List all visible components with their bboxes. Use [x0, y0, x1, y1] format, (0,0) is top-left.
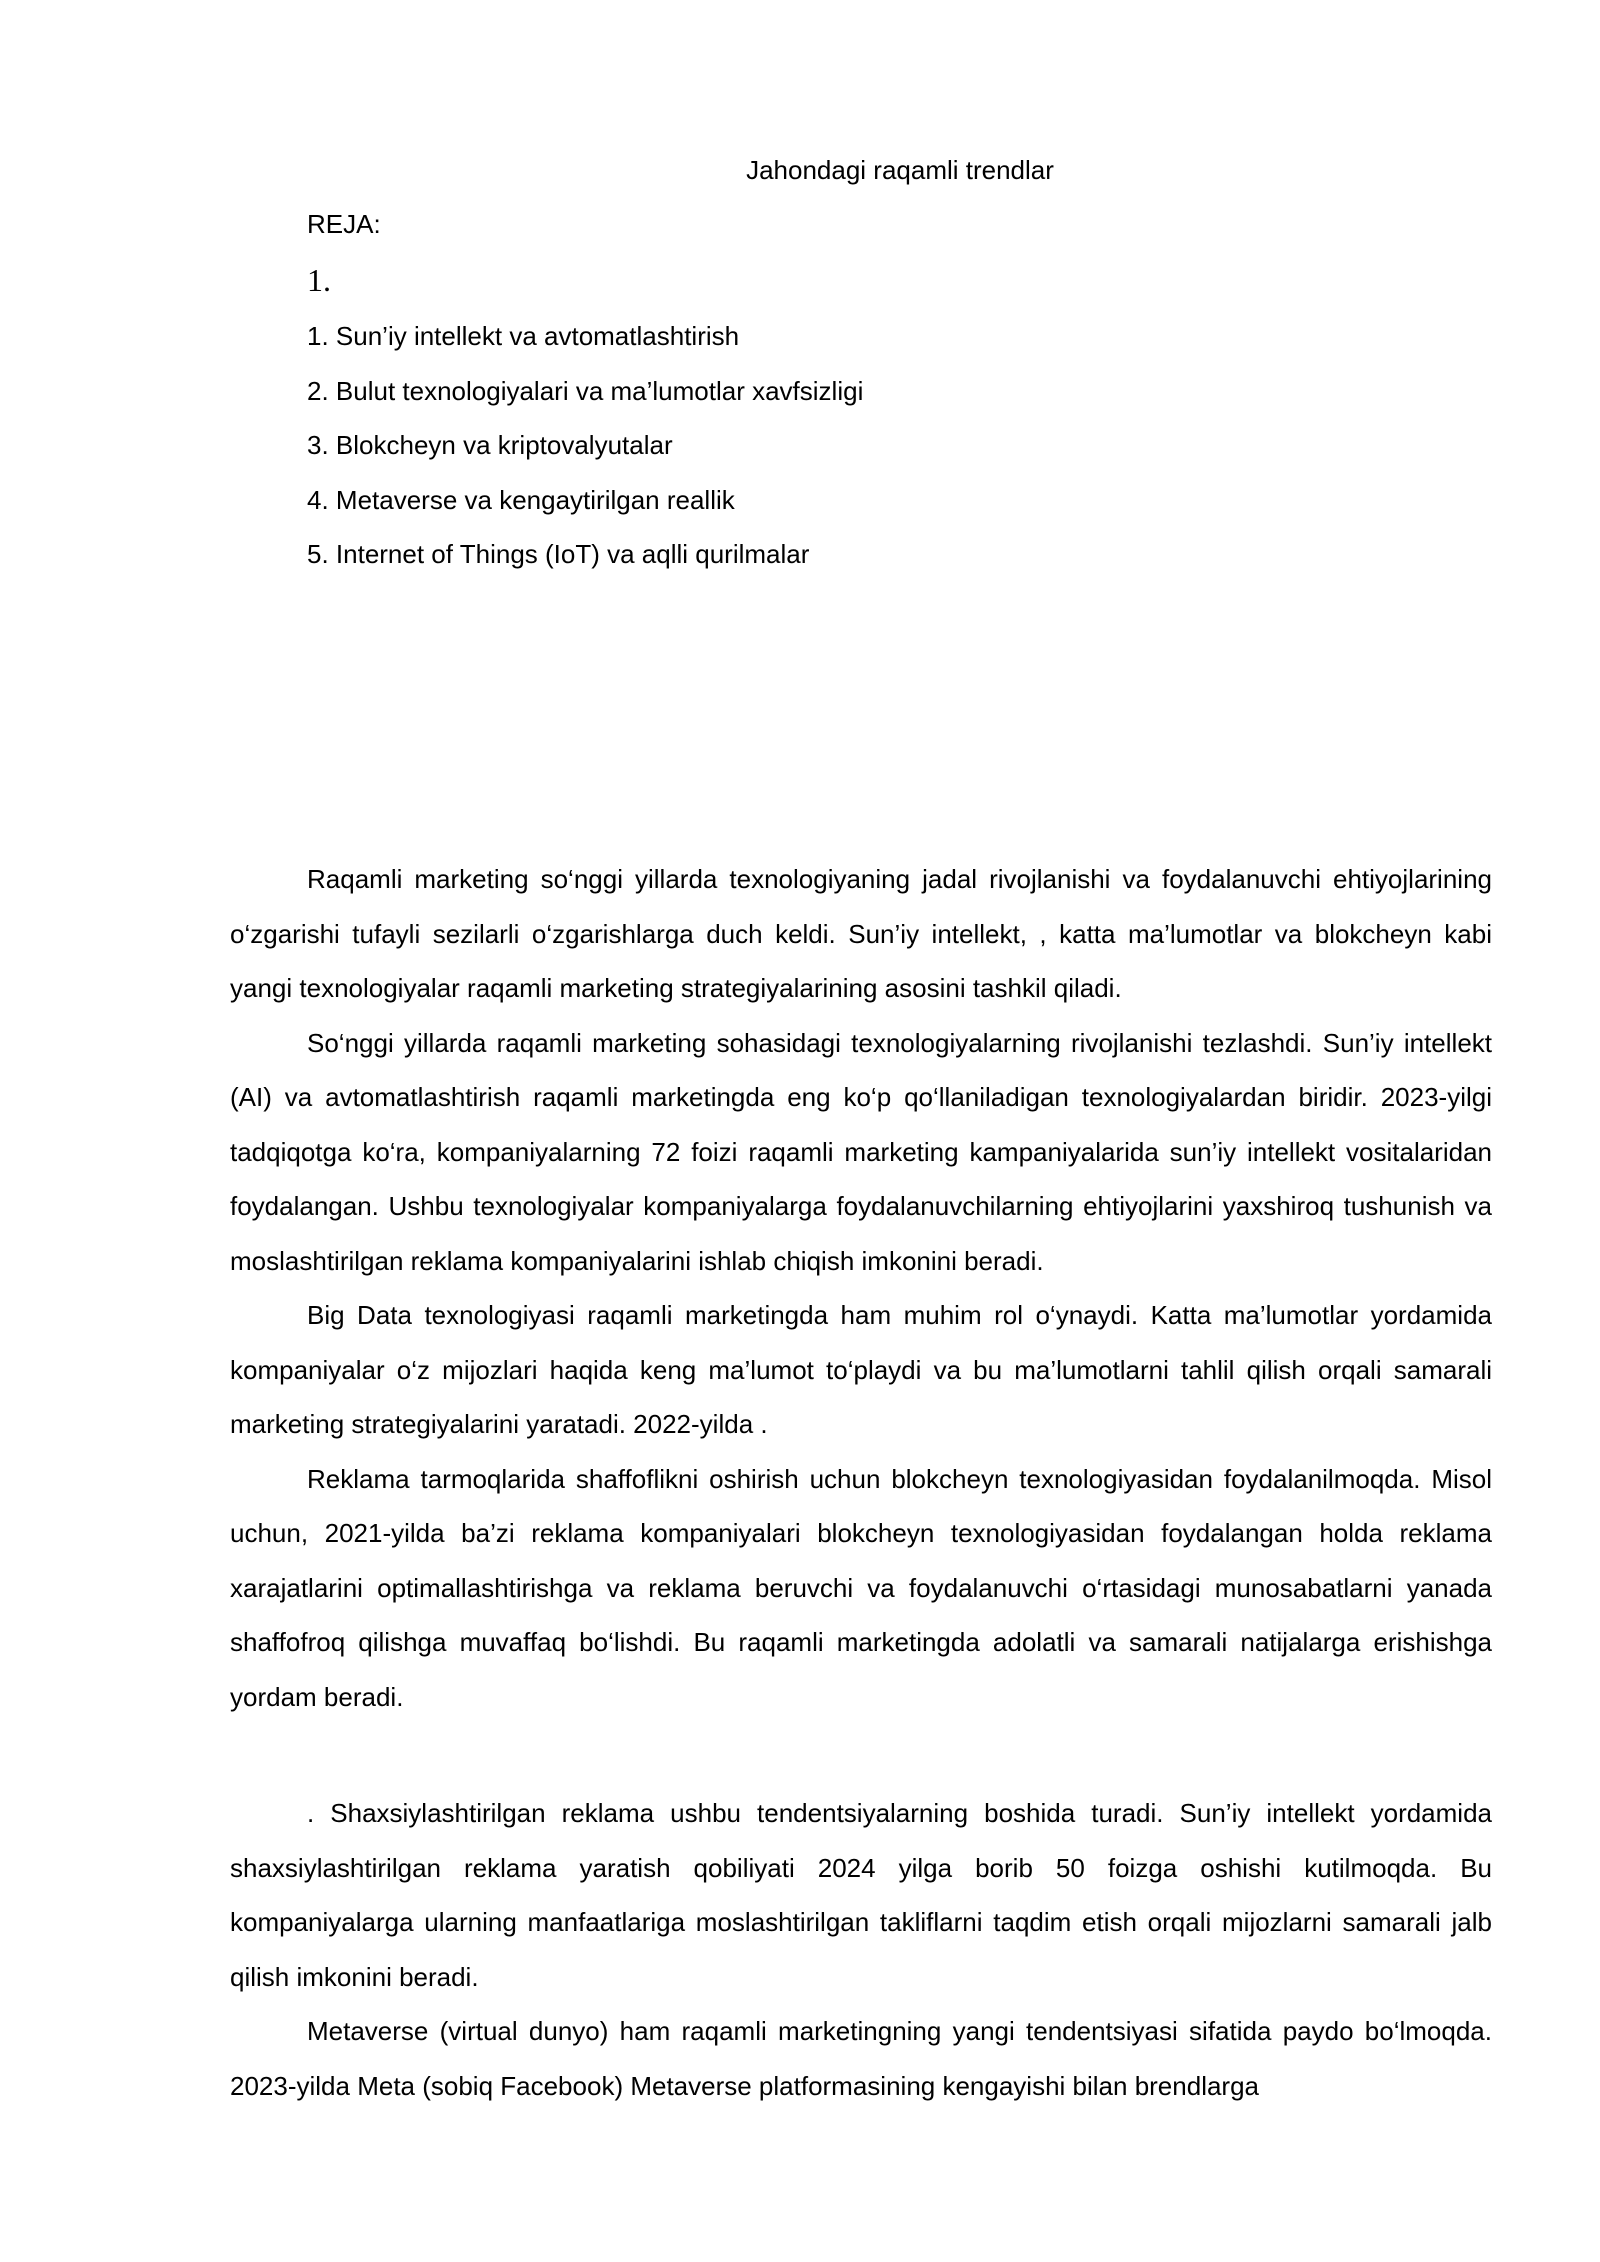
plan-item: 5. Internet of Things (IoT) va aqlli qurilmalar	[307, 539, 810, 569]
body-paragraph: . Shaxsiylashtirilgan reklama ushbu tendentsiyalarning boshida turadi. Sun’iy intellekt yordamida shaxsiylashtirilgan reklama yaratish qobiliyati 2024 yilga borib 50 foizga oshishi kutilmoqda. Bu kompaniyalarga ularning manfaatlariga moslashtirilgan takliflarni taqdim etish orqali mijozlarni samarali jalb qilish imkonini beradi.	[230, 1798, 1492, 1992]
body-text-block	[230, 852, 1492, 1724]
plan-number: 1.	[307, 262, 331, 298]
body-paragraph: Metaverse (virtual dunyo) ham raqamli marketingning yangi tendentsiyasi sifatida paydo bo‘lmoqda. 2023-yilda Meta (sobiq Facebook) Metaverse platformasining kengayishi bilan brendlarga	[230, 2016, 1492, 2101]
plan-list	[307, 318, 1307, 591]
plan-item: 2. Bulut texnologiyalari va ma’lumotlar xavfsizligi	[307, 375, 864, 406]
body-paragraph: Big Data texnologiyasi raqamli marketingda ham muhim rol o‘ynaydi. Katta ma’lumotlar yordamida kompaniyalar o‘z mijozlari haqida keng ma’lumot to‘playdi va bu ma’lumotlarni tahlil qilish orqali samarali marketing strategiyalarini yaratadi. 2022-yilda .	[230, 1300, 1492, 1439]
plan-label: REJA:	[307, 209, 381, 239]
plan-item: 3. Blokcheyn va kriptovalyutalar	[307, 430, 673, 460]
plan-section	[307, 206, 1307, 591]
document-title: Jahondagi raqamli trendlar	[746, 155, 1054, 185]
plan-item: 1. Sun’iy intellekt va avtomatlashtirish	[307, 321, 740, 351]
body-paragraph: Raqamli marketing so‘nggi yillarda texnologiyaning jadal rivojlanishi va foydalanuvchi ehtiyojlarining o‘zgarishi tufayli sezilarli o‘zgarishlarga duch keldi. Sun’iy intellekt, , katta ma’lumotlar va blokcheyn kabi yangi texnologiyalar raqamli marketing strategiyalarining asosini tashkil qiladi.	[230, 864, 1492, 1003]
body-paragraph: So‘nggi yillarda raqamli marketing sohasidagi texnologiyalarning rivojlanishi tezlashdi. Sun’iy intellekt (AI) va avtomatlashtirish raqamli marketingda eng ko‘p qo‘llaniladigan texnologiyalardan biridir. 2023-yilgi tadqiqotga ko‘ra, kompaniyalarning 72 foizi raqamli marketing kampaniyalarida sun’iy intellekt vositalaridan foydalangan. Ushbu texnologiyalar kompaniyalarga foydalanuvchilarning ehtiyojlarini yaxshiroq tushunish va moslashtirilgan reklama kompaniyalarini ishlab chiqish imkonini beradi.	[230, 1027, 1492, 1276]
body-paragraph: Reklama tarmoqlarida shaffoflikni oshirish uchun blokcheyn texnologiyasidan foydalanilmoqda. Misol uchun, 2021-yilda ba’zi reklama kompaniyalari blokcheyn texnologiyasidan foydalangan holda reklama xarajatlarini optimallashtirishga va reklama beruvchi va foydalanuvchi o‘rtasidagi munosabatlarni yanada shaffofroq qilishga muvaffaq bo‘lishdi. Bu raqamli marketingda adolatli va samarali natijalarga erishishga yordam beradi.	[230, 1463, 1492, 1712]
plan-item: 4. Metaverse va kengaytirilgan reallik	[307, 484, 735, 515]
body-text-block	[230, 1786, 1492, 2113]
